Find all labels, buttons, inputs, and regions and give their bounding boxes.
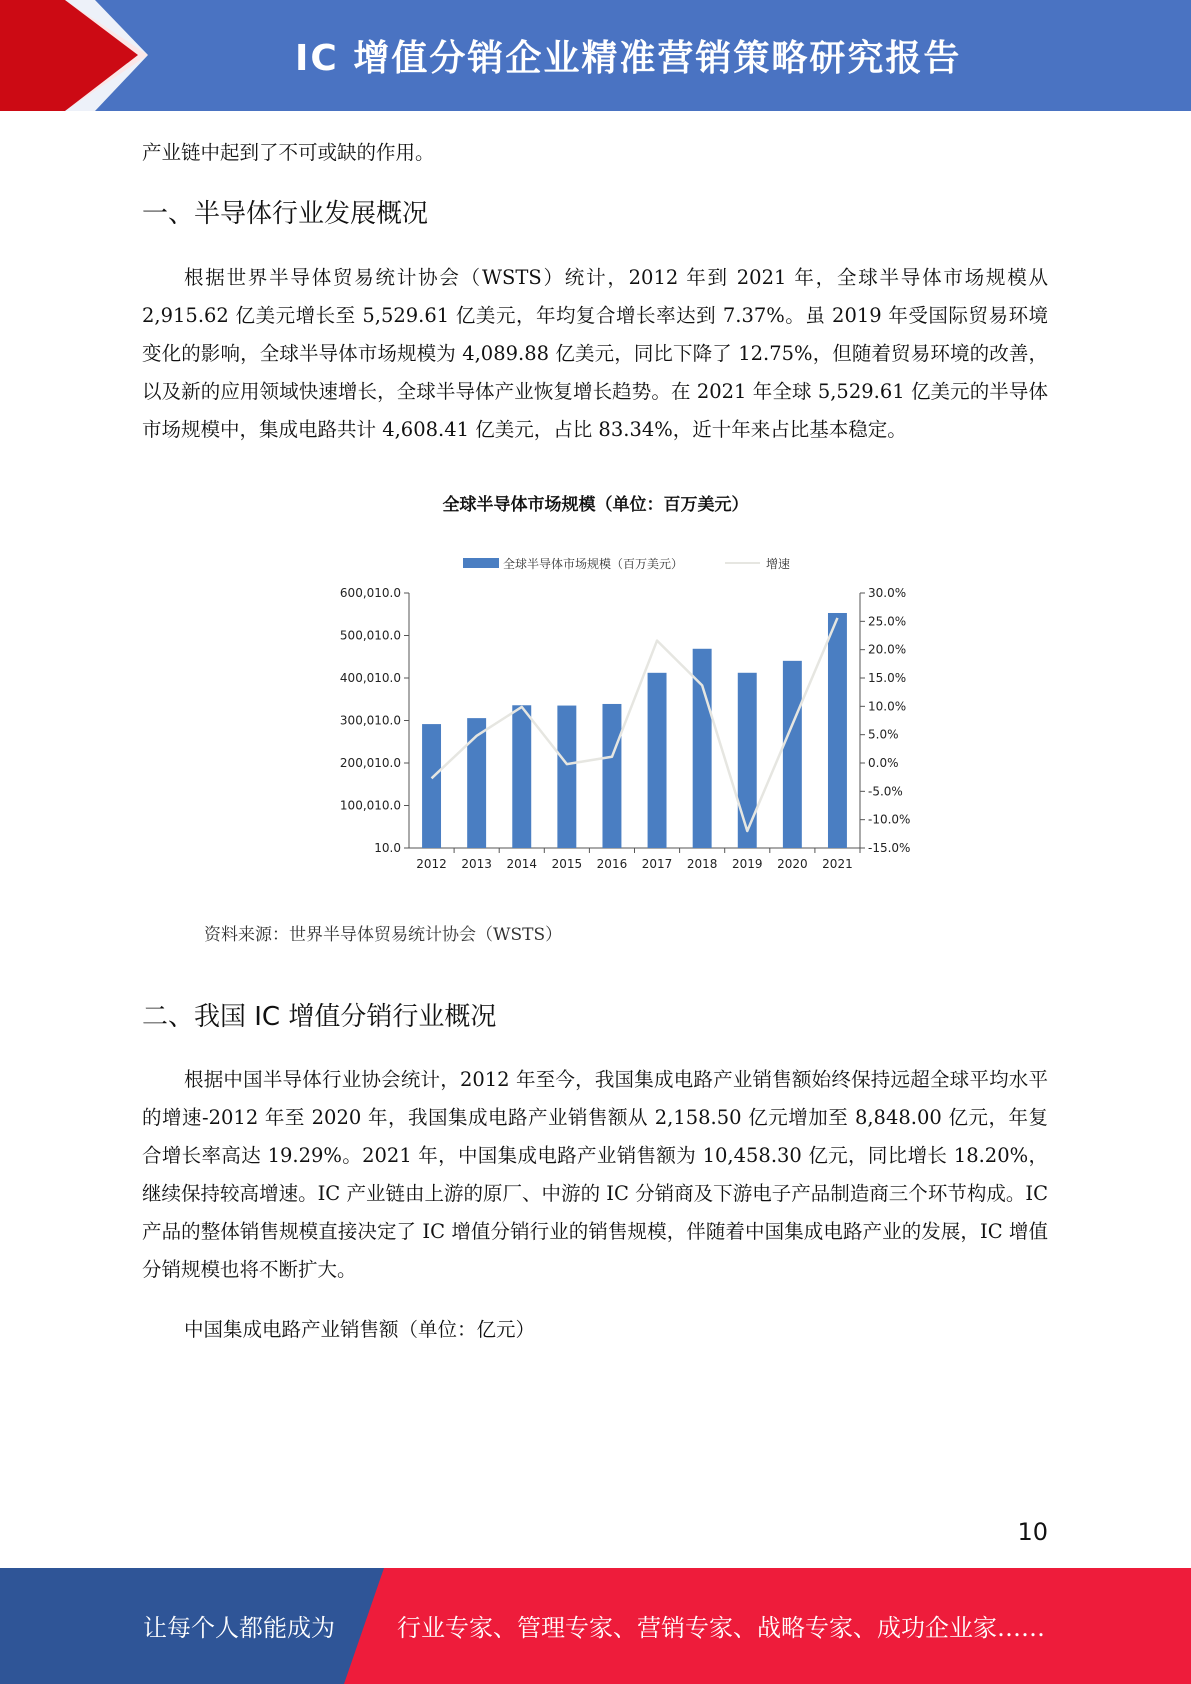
left-tick-label: 300,010.0 <box>339 713 401 728</box>
x-tick-label: 2014 <box>506 857 538 871</box>
continuation-text: 产业链中起到了不可或缺的作用。 <box>142 141 435 164</box>
right-tick-label: 25.0% <box>868 614 907 629</box>
left-tick-label: 500,010.0 <box>339 628 401 643</box>
right-tick-label: 5.0% <box>868 727 899 742</box>
bar-2016 <box>602 704 621 848</box>
right-tick-label: -5.0% <box>868 784 903 799</box>
x-tick-label: 2018 <box>686 857 718 871</box>
bar-2017 <box>648 673 667 848</box>
footer-slogan-left: 让每个人都能成为 <box>143 1614 335 1642</box>
left-tick-label: 200,010.0 <box>339 756 401 770</box>
x-tick-label: 2017 <box>641 857 673 871</box>
report-title: IC 增值分销企业精准营销策略研究报告 <box>295 38 962 79</box>
bar-2020 <box>783 661 802 848</box>
legend-line-label: 增速 <box>766 557 791 571</box>
page-header <box>0 0 1191 111</box>
section2-heading: 二、我国 IC 增值分销行业概况 <box>142 1002 497 1032</box>
page-footer <box>0 1568 1191 1684</box>
header-red-block <box>0 0 148 111</box>
section1-heading: 一、半导体行业发展概况 <box>142 199 429 229</box>
x-tick-label: 2021 <box>822 857 853 871</box>
growth-line <box>432 618 838 831</box>
chart-title: 全球半导体市场规模（单位：百万美元） <box>442 495 749 515</box>
right-tick-label: -10.0% <box>868 812 911 827</box>
right-tick-label: 10.0% <box>868 699 907 714</box>
right-tick-label: -15.0% <box>868 841 911 855</box>
x-tick-label: 2020 <box>777 857 808 871</box>
next-chart-caption: 中国集成电路产业销售额（单位：亿元） <box>184 1318 536 1341</box>
bar-2012 <box>422 724 441 848</box>
x-tick-label: 2012 <box>416 857 447 871</box>
right-tick-label: 30.0% <box>868 586 907 600</box>
legend-bar-label: 全球半导体市场规模（百万美元） <box>503 557 684 571</box>
footer-slogan-right: 行业专家、管理专家、营销专家、战略专家、成功企业家…… <box>397 1614 1045 1642</box>
right-tick-label: 20.0% <box>868 642 907 657</box>
bar-2019 <box>738 673 757 848</box>
left-tick-label: 600,010.0 <box>339 586 401 600</box>
section2-paragraph: 根据中国半导体行业协会统计，2012 年至今，我国集成电路产业销售额始终保持远超全球平均水平的增速-2012 年至 2020 年，我国集成电路产业销售额从 2,158.50 亿元增加至 8,848.00 亿元，年复合增长率高达 19.29%。2021 年，中国集成电路产业销售额为 10,458.30 亿元，同比增长 18.20%，继续保持较高增速。IC 产业链由上游的原厂、中游的 IC 分销商及下游电子产品制造商三个环节构成。IC 产品的整体销售规模直接决定了 IC 增值分销行业的销售规模，伴随着中国集成电路产业的发展，IC 增值分销规模也将不断扩大。 <box>142 1068 1048 1281</box>
right-tick-label: 15.0% <box>868 671 907 685</box>
page-number: 10 <box>1017 1518 1048 1546</box>
x-tick-label: 2019 <box>731 857 763 871</box>
left-tick-label: 400,010.0 <box>339 671 401 685</box>
bar-2015 <box>557 706 576 848</box>
left-tick-label: 10.0 <box>374 841 401 855</box>
x-tick-label: 2016 <box>596 857 628 871</box>
chart-source: 资料来源：世界半导体贸易统计协会（WSTS） <box>204 925 563 945</box>
x-tick-label: 2013 <box>461 857 492 871</box>
bar-2013 <box>467 718 486 848</box>
bar-2014 <box>512 705 531 848</box>
semiconductor-market-chart <box>320 545 940 880</box>
left-tick-label: 100,010.0 <box>339 798 401 813</box>
chevron-arrow-icon <box>0 0 200 111</box>
legend-bar-swatch <box>463 558 499 568</box>
bar-2021 <box>828 613 847 848</box>
section1-paragraph: 根据世界半导体贸易统计协会（WSTS）统计，2012 年到 2021 年，全球半导体市场规模从 2,915.62 亿美元增长至 5,529.61 亿美元，年均复合增长率达到 7.37%。虽 2019 年受国际贸易环境变化的影响，全球半导体市场规模为 4,089.88 亿美元，同比下降了 12.75%，但随着贸易环境的改善，以及新的应用领域快速增长，全球半导体产业恢复增长趋势。在 2021 年全球 5,529.61 亿美元的半导体市场规模中，集成电路共计 4,608.41 亿美元，占比 83.34%，近十年来占比基本稳定。 <box>142 266 1048 441</box>
right-tick-label: 0.0% <box>868 756 899 770</box>
x-tick-label: 2015 <box>551 857 583 871</box>
